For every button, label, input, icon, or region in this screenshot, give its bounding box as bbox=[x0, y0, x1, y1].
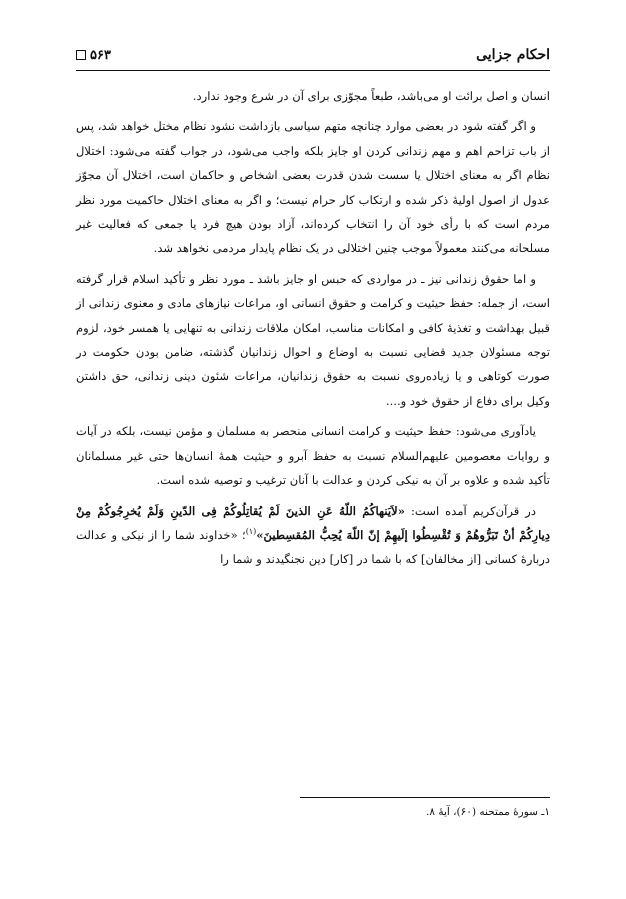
footnote-rule bbox=[300, 797, 550, 798]
footnote: ۱ـ سورهٔ ممتحنه (۶۰)، آیهٔ ۸. bbox=[426, 806, 550, 818]
header-title: احکام جزایی bbox=[476, 47, 550, 63]
body-text bbox=[76, 84, 550, 572]
page-number-group bbox=[76, 48, 111, 63]
paragraph: یادآوری می‌شود: حفظ حیثیت و کرامت انسانی منحصر به مسلمان و مؤمن نیست، بلکه در آیات و روایات معصومین علیهم‌السلام نسبت به حفظ آبرو و حیثیت همهٔ انسان‌ها حتی غیر مسلمانان تأکید شده و علاوه بر آن به نیکی کردن و عدالت با آنان ترغیب و توصیه شده است. bbox=[76, 424, 550, 488]
square-icon bbox=[76, 50, 86, 60]
paragraph: و اما حقوق زندانی نیز ـ در مواردی که حبس او جایز باشد ـ مورد نظر و تأکید اسلام قرار گرفته است، از جمله: حفظ حیثیت و کرامت و حقوق انسانی او، مراعات نیازهای مادی و معنوی زندانی از قبیل بهداشت و تغذیهٔ کافی و امکانات مناسب، امکان ملاقات زندانی به تنهایی یا همسر خود، لزوم توجه مسئولان جدید قضایی نسبت به اوضاع و احوال زندانیان گذشته، ضامن بودن حکومت در صورت کوتاهی و یا زیاده‌روی نسبت به حقوق زندانیان، مراعات شئون دینی زندانی، حق داشتن وکیل برای دفاع از حقوق خود و.... bbox=[76, 271, 550, 408]
verse-translation: ؛ «خداوند شما را از نیکی و عدالت دربارهٔ کسانی [از مخالفان] که با شما در [کار] دین نجنگیدند و شما را bbox=[76, 527, 550, 567]
running-header bbox=[76, 43, 550, 67]
footnote-marker: (۱) bbox=[245, 527, 257, 537]
paragraph: انسان و اصل برائت او می‌باشد، طبعاً مجوّزی برای آن در شرع وجود ندارد. bbox=[192, 89, 550, 103]
page-number: ۵۶۳ bbox=[90, 47, 111, 63]
quran-verse: «لاَيَنهاكُمُ اللّهُ عَنِ الذينَ لَمْ يُقاتِلُوكُمْ فِى الدّينِ وَلَمْ يُخرِجُوكُمْ مِنْ دِيارِكُمْ أنْ تَبَرُّوهُمْ وَ تُقْسِطُوا إلَيهِمْ إنّ اللّهَ يُحِبُّ المُقسِطينَ» bbox=[76, 503, 550, 542]
verse-intro: در قرآن‌کریم آمده است: bbox=[405, 503, 536, 518]
paragraph-with-verse bbox=[76, 499, 550, 572]
paragraph: و اگر گفته شود در بعضی موارد چنانچه متهم سیاسی بازداشت نشود نظام مختل خواهد شد، پس از باب تزاحم اهم و مهم زندانی کردن او جایز بلکه واجب می‌شود، در جواب گفته می‌شود: اختلال نظام اگر به معنای اختلال یا سست شدن قدرت بعضی اشخاص و حاکمان است، اختلال آن مجوّز عدول از اصول اولیهٔ ذکر شده و ارتکاب کار حرام نیست؛ و اگر به معنای اختلال حاکمیت مورد نظر مردم است که با رأی خود آن را انتخاب کرده‌اند، آزاد بودن هیچ فرد یا جمعی که فعالیت غیر مسلحانه می‌کنند معمولاً موجب چنین اختلالی در یک نظام پایدار مردمی نخواهد شد. bbox=[76, 119, 550, 256]
header-rule bbox=[76, 70, 550, 71]
